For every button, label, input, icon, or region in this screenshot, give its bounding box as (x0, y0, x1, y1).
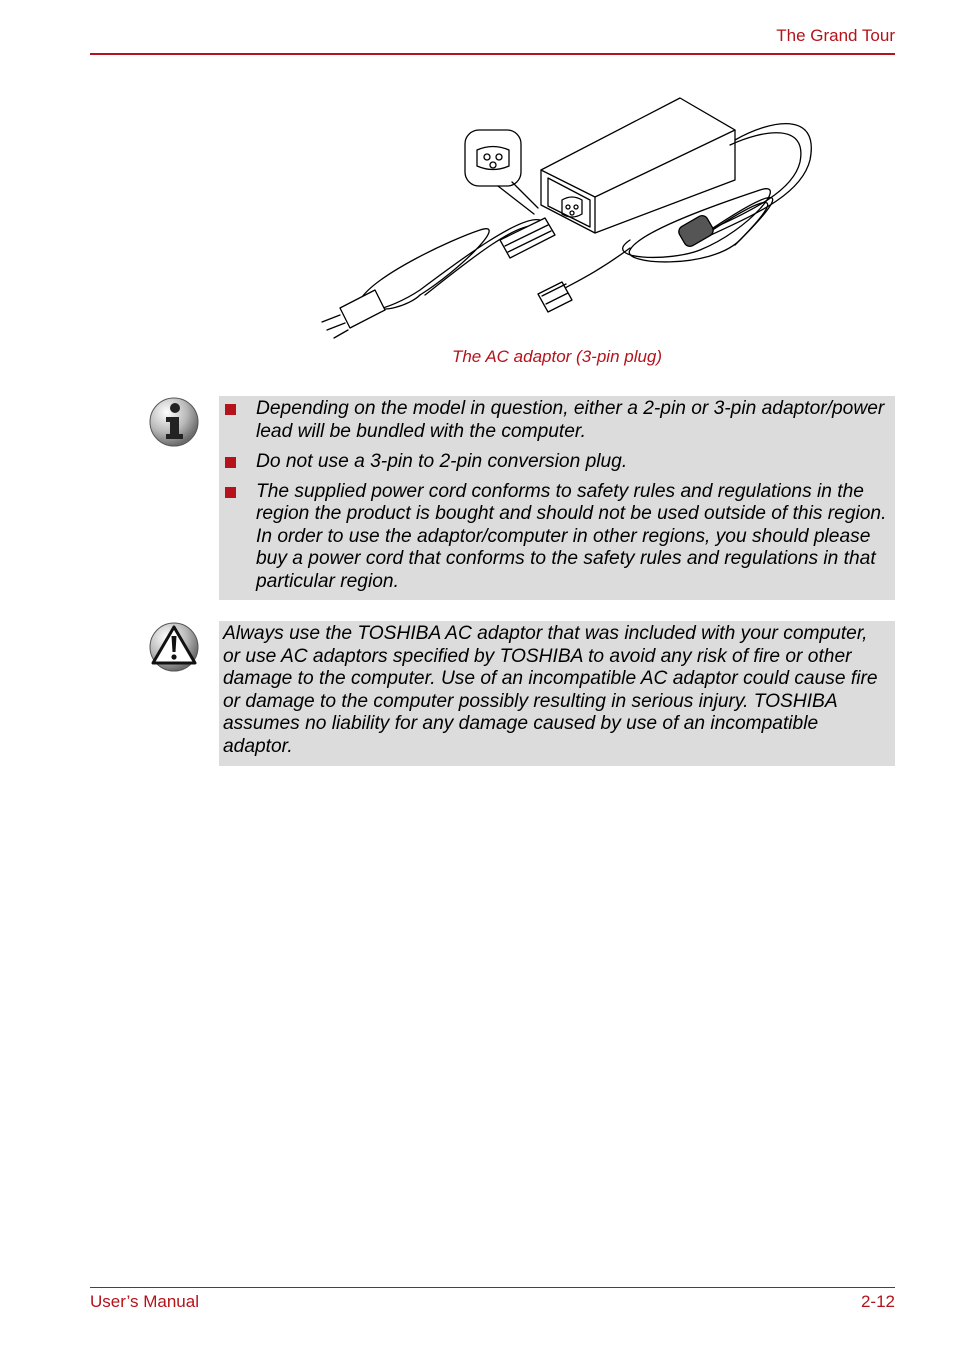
page-number: 2-12 (860, 1292, 895, 1311)
note-bullet (219, 451, 887, 474)
note-bullet-text: Depending on the model in question, either a 2-pin or 3-pin adaptor/power lead will be bundled with the computer. (256, 398, 885, 442)
note-bullet (219, 481, 887, 594)
figure-caption: The AC adaptor (3-pin plug) (451, 347, 663, 366)
socket-callout (465, 130, 521, 186)
footer-rule (90, 1287, 895, 1288)
warning-icon (148, 621, 200, 673)
ac-adaptor-illustration (300, 90, 830, 350)
note-bullet (219, 398, 887, 443)
warning-text: Always use the TOSHIBA AC adaptor that was included with your computer, or use AC adaptors specified by TOSHIBA to avoid any risk of fire or other damage to the computer. Use of an incompatible AC adaptor could cause fire or damage to the computer possibly resulting in serious injury. TOSHIBA assumes no liability for any damage caused by use of an incompatible adaptor. (223, 623, 878, 757)
bullet-square-icon (225, 457, 236, 468)
bullet-square-icon (225, 404, 236, 415)
header-section-title: The Grand Tour (776, 26, 895, 45)
warning-note-box (219, 621, 895, 766)
header-rule (90, 53, 895, 55)
info-note-box (219, 396, 895, 600)
note-bullet-text: The supplied power cord conforms to safety rules and regulations in the region the product is bought and should not be used outside of this region. In order to use the adaptor/computer in other regions, you should please buy a power cord that conforms to the safety rules and regulations in that particular region. (256, 480, 887, 592)
note-bullet-text: Do not use a 3-pin to 2-pin conversion plug. (256, 450, 628, 472)
info-icon (148, 396, 200, 448)
footer-manual-title: User’s Manual (90, 1292, 199, 1311)
bullet-square-icon (225, 487, 236, 498)
